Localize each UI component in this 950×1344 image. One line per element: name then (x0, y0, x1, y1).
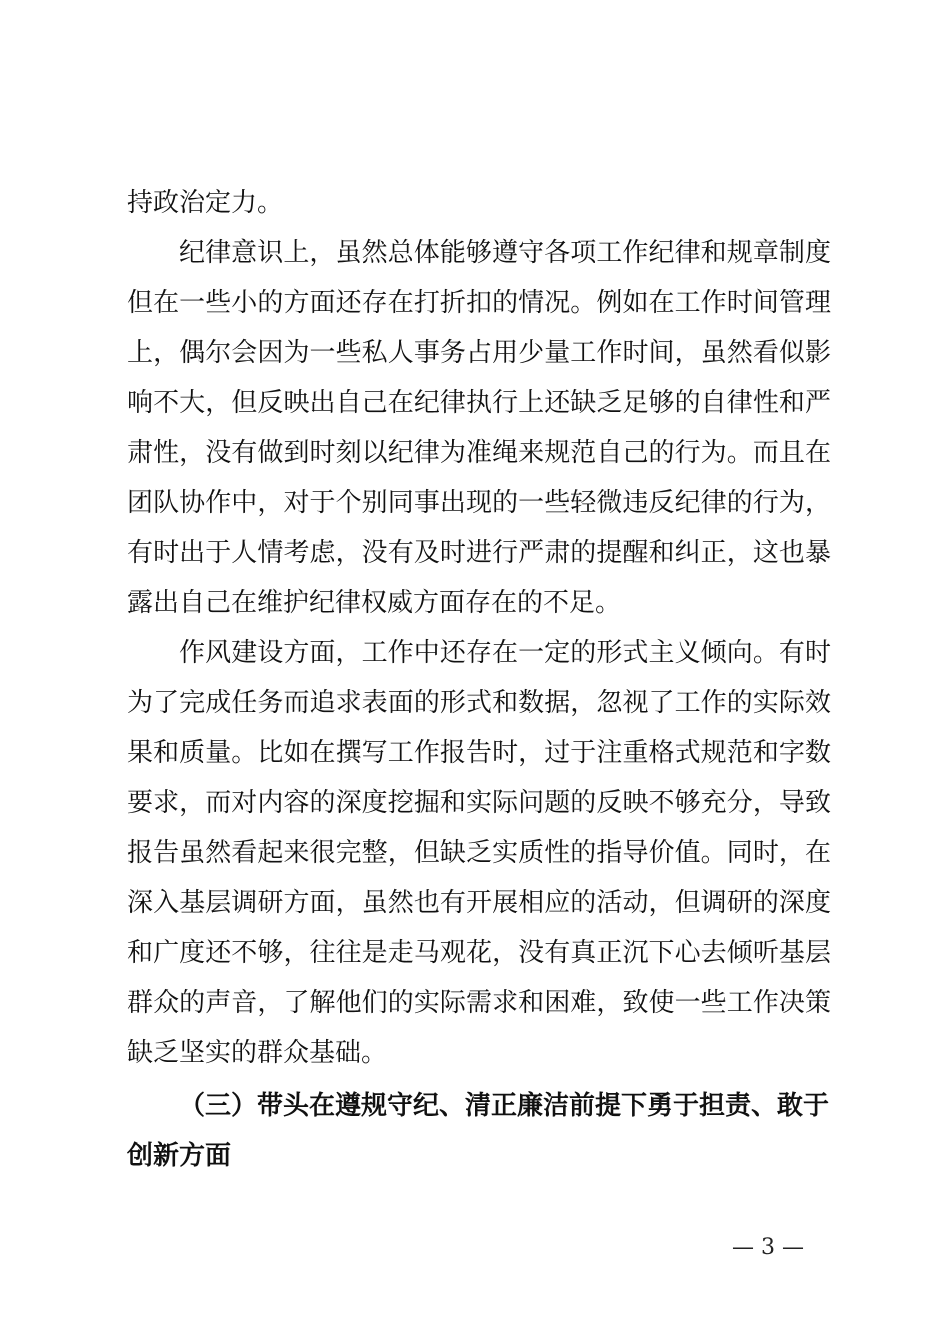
text-line: 但在一些小的方面还存在打折扣的情况。例如在工作时间管理 (127, 288, 831, 318)
text-line: 作风建设方面，工作中还存在一定的形式主义倾向。有时 (179, 638, 831, 668)
text-line: 持政治定力。 (127, 188, 284, 218)
text-line: 团队协作中，对于个别同事出现的一些轻微违反纪律的行为， (127, 488, 831, 518)
text-line: 群众的声音，了解他们的实际需求和困难，致使一些工作决策 (127, 988, 831, 1018)
paragraph-discipline-awareness (127, 228, 831, 628)
heading-line: （三）带头在遵规守纪、清正廉洁前提下勇于担责、敢于 (179, 1091, 830, 1121)
paragraph-work-style (127, 628, 831, 1078)
text-line: 和广度还不够，往往是走马观花，没有真正沉下心去倾听基层 (127, 938, 831, 968)
heading-line: 创新方面 (127, 1141, 232, 1171)
text-line: 有时出于人情考虑，没有及时进行严肃的提醒和纠正，这也暴 (127, 538, 831, 568)
text-line: 肃性，没有做到时刻以纪律为准绳来规范自己的行为。而且在 (127, 438, 831, 468)
text-line: 上，偶尔会因为一些私人事务占用少量工作时间，虽然看似影 (127, 338, 831, 368)
document-body (127, 178, 831, 1181)
text-line: 报告虽然看起来很完整，但缺乏实质性的指导价值。同时，在 (127, 838, 831, 868)
text-line: 要求，而对内容的深度挖掘和实际问题的反映不够充分，导致 (127, 788, 831, 818)
page-number: — 3 — (732, 1235, 804, 1260)
text-line: 纪律意识上，虽然总体能够遵守各项工作纪律和规章制度 (179, 238, 831, 268)
text-line: 果和质量。比如在撰写工作报告时，过于注重格式规范和字数 (127, 738, 831, 768)
text-line: 为了完成任务而追求表面的形式和数据，忽视了工作的实际效 (127, 688, 831, 718)
text-line: 露出自己在维护纪律权威方面存在的不足。 (127, 588, 622, 618)
section-heading (127, 1081, 831, 1181)
text-line: 深入基层调研方面，虽然也有开展相应的活动，但调研的深度 (127, 888, 831, 918)
text-line: 响不大，但反映出自己在纪律执行上还缺乏足够的自律性和严 (127, 388, 831, 418)
paragraph-continuation (127, 178, 831, 228)
text-line: 缺乏坚实的群众基础。 (127, 1038, 388, 1068)
